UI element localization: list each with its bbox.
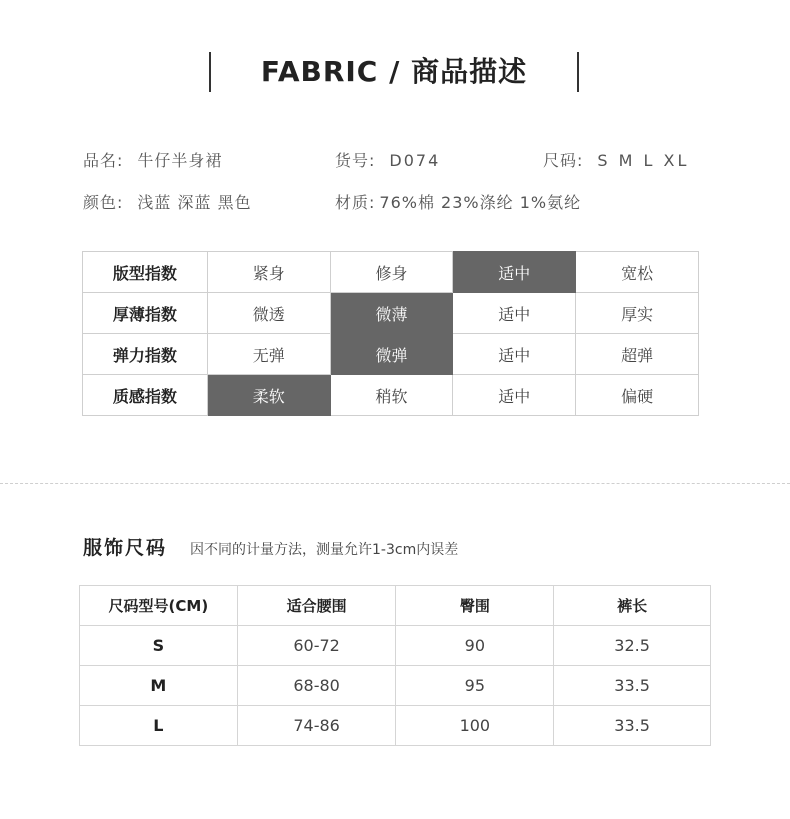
size-value-cell: 60-72 bbox=[237, 626, 396, 666]
index-option-selected: 微弹 bbox=[330, 334, 453, 375]
size-value-cell: 33.5 bbox=[554, 666, 711, 706]
product-sku-value: D074 bbox=[389, 151, 441, 170]
index-row bbox=[83, 334, 699, 375]
size-value-cell: 100 bbox=[396, 706, 554, 746]
section-divider bbox=[0, 483, 790, 484]
product-color bbox=[83, 193, 252, 213]
size-table-header bbox=[80, 586, 711, 626]
size-table bbox=[79, 585, 711, 746]
index-row bbox=[83, 252, 699, 293]
size-table-row bbox=[80, 666, 711, 706]
size-column-header: 尺码型号(CM) bbox=[80, 586, 238, 626]
index-option: 稍软 bbox=[330, 375, 453, 416]
product-sku bbox=[335, 151, 440, 171]
size-column-header: 裤长 bbox=[554, 586, 711, 626]
size-value-cell: 95 bbox=[396, 666, 554, 706]
index-option: 修身 bbox=[330, 252, 453, 293]
size-code-cell: L bbox=[80, 706, 238, 746]
index-option-selected: 微薄 bbox=[330, 293, 453, 334]
index-option-selected: 柔软 bbox=[207, 375, 330, 416]
index-option: 超弹 bbox=[576, 334, 699, 375]
product-material-label: 材质: bbox=[335, 193, 376, 212]
size-code-cell: S bbox=[80, 626, 238, 666]
size-column-header: 适合腰围 bbox=[237, 586, 396, 626]
title-divider-right bbox=[577, 52, 579, 92]
size-code-cell: M bbox=[80, 666, 238, 706]
product-material bbox=[335, 193, 581, 213]
size-table-row bbox=[80, 706, 711, 746]
size-section-note: 因不同的计量方法，测量允许1-3cm内误差 bbox=[190, 542, 459, 558]
size-value-cell: 68-80 bbox=[237, 666, 396, 706]
product-size-label: 尺码: bbox=[543, 151, 584, 170]
index-option-selected: 适中 bbox=[453, 252, 576, 293]
size-value-cell: 33.5 bbox=[554, 706, 711, 746]
size-column-header: 臀围 bbox=[396, 586, 554, 626]
product-size bbox=[543, 151, 689, 171]
fabric-index-table bbox=[82, 251, 699, 416]
page-title: FABRIC / 商品描述 bbox=[260, 55, 528, 88]
product-name bbox=[83, 151, 222, 171]
index-option: 紧身 bbox=[207, 252, 330, 293]
product-color-label: 颜色: bbox=[83, 193, 124, 212]
index-row bbox=[83, 375, 699, 416]
section-header bbox=[0, 52, 790, 94]
index-row-label: 质感指数 bbox=[83, 375, 208, 416]
index-option: 宽松 bbox=[576, 252, 699, 293]
index-option: 适中 bbox=[453, 293, 576, 334]
product-name-value: 牛仔半身裙 bbox=[137, 151, 223, 170]
size-value-cell: 90 bbox=[396, 626, 554, 666]
size-table-row bbox=[80, 626, 711, 666]
index-option: 无弹 bbox=[207, 334, 330, 375]
index-option: 微透 bbox=[207, 293, 330, 334]
product-sku-label: 货号: bbox=[335, 151, 376, 170]
index-row-label: 弹力指数 bbox=[83, 334, 208, 375]
size-value-cell: 32.5 bbox=[554, 626, 711, 666]
index-option: 偏硬 bbox=[576, 375, 699, 416]
product-name-label: 品名: bbox=[83, 151, 124, 170]
size-value-cell: 74-86 bbox=[237, 706, 396, 746]
product-size-value: S M L XL bbox=[597, 151, 690, 170]
index-option: 适中 bbox=[453, 334, 576, 375]
product-color-value: 浅蓝 深蓝 黑色 bbox=[137, 193, 252, 212]
product-material-value: 76%棉 23%涤纶 1%氨纶 bbox=[379, 193, 582, 212]
index-row-label: 版型指数 bbox=[83, 252, 208, 293]
index-row-label: 厚薄指数 bbox=[83, 293, 208, 334]
index-option: 适中 bbox=[453, 375, 576, 416]
index-option: 厚实 bbox=[576, 293, 699, 334]
index-row bbox=[83, 293, 699, 334]
size-section-title: 服饰尺码 bbox=[83, 537, 168, 559]
